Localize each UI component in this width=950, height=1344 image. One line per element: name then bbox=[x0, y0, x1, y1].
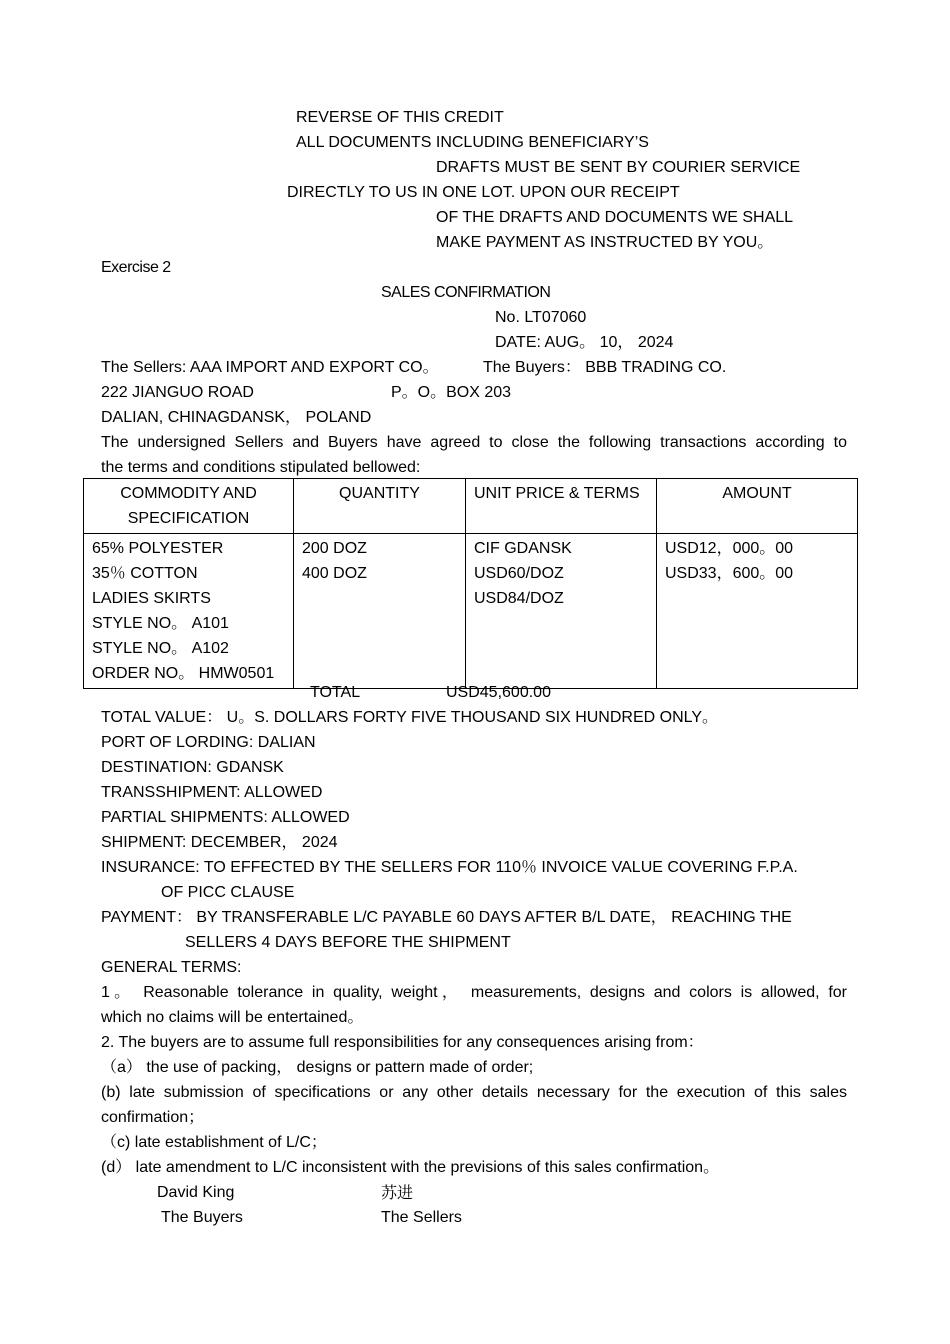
general-term-line: 2. The buyers are to assume full responsibilities for any consequences arising from： bbox=[101, 1034, 704, 1051]
commodity-line: 65% POLYESTER bbox=[92, 540, 224, 557]
header-commodity-line: COMMODITY AND bbox=[120, 485, 257, 502]
unit-price-cell bbox=[466, 534, 657, 689]
buyer-signature-label: The Buyers bbox=[161, 1209, 243, 1226]
unit-price-line: USD84/DOZ bbox=[474, 590, 564, 607]
destination: DESTINATION: GDANSK bbox=[101, 759, 284, 776]
general-term-line: （c) late establishment of L/C； bbox=[101, 1134, 327, 1151]
city-line: DALIAN, CHINAGDANSK， POLAND bbox=[101, 409, 372, 426]
credit-clause-line: ALL DOCUMENTS INCLUDING BENEFICIARY’S bbox=[296, 134, 649, 151]
shipment: SHIPMENT: DECEMBER， 2024 bbox=[101, 834, 338, 851]
commodity-line: STYLE NO。 A102 bbox=[92, 640, 229, 657]
confirmation-number: No. LT07060 bbox=[495, 309, 587, 326]
commodity-line: 35％ COTTON bbox=[92, 565, 198, 582]
general-term-line: 1。 Reasonable tolerance in quality, weight， measurements, designs and colors is allowed, for bbox=[101, 984, 847, 1001]
credit-clause-line: MAKE PAYMENT AS INSTRUCTED BY YOU。 bbox=[436, 234, 774, 251]
header-commodity bbox=[84, 479, 294, 534]
payment-line: PAYMENT： BY TRANSFERABLE L/C PAYABLE 60 DAYS AFTER B/L DATE， REACHING THE bbox=[101, 909, 792, 926]
buyers-address: P。O。BOX 203 bbox=[391, 384, 512, 401]
commodity-line: ORDER NO。 HMW0501 bbox=[92, 665, 275, 682]
payment-line: SELLERS 4 DAYS BEFORE THE SHIPMENT bbox=[185, 934, 511, 951]
sellers-name: The Sellers: AAA IMPORT AND EXPORT CO。 bbox=[101, 359, 439, 376]
quantity-cell bbox=[294, 534, 466, 689]
confirmation-date: DATE: AUG。 10， 2024 bbox=[495, 334, 674, 351]
port-of-loading: PORT OF LORDING: DALIAN bbox=[101, 734, 316, 751]
amount-line: USD33，600。00 bbox=[665, 565, 794, 582]
partial-shipments: PARTIAL SHIPMENTS: ALLOWED bbox=[101, 809, 350, 826]
sellers-address: 222 JIANGUO ROAD bbox=[101, 384, 254, 401]
general-terms-heading: GENERAL TERMS: bbox=[101, 959, 242, 976]
intro-line: the terms and conditions stipulated bellowed: bbox=[101, 459, 421, 476]
quantity-line: 200 DOZ bbox=[302, 540, 367, 557]
quantity-line: 400 DOZ bbox=[302, 565, 367, 582]
table-row bbox=[84, 534, 858, 689]
total-label: TOTAL bbox=[310, 684, 361, 701]
table-header-row bbox=[84, 479, 858, 534]
document-title: SALES CONFIRMATION bbox=[381, 284, 551, 301]
header-commodity-line: SPECIFICATION bbox=[127, 510, 250, 527]
intro-line: The undersigned Sellers and Buyers have agreed to close the following transactions according to bbox=[101, 434, 847, 451]
transshipment: TRANSSHIPMENT: ALLOWED bbox=[101, 784, 323, 801]
seller-signature-label: The Sellers bbox=[381, 1209, 462, 1226]
general-term-line: (b) late submission of specifications or any other details necessary for the execution of this sales bbox=[101, 1084, 847, 1101]
general-term-line: confirmation； bbox=[101, 1109, 205, 1126]
commodity-line: LADIES SKIRTS bbox=[92, 590, 211, 607]
insurance-line: INSURANCE: TO EFFECTED BY THE SELLERS FOR 110％ INVOICE VALUE COVERING F.P.A. bbox=[101, 859, 798, 876]
commodity-cell bbox=[84, 534, 294, 689]
header-unit-price: UNIT PRICE & TERMS bbox=[466, 479, 657, 534]
general-term-line: （a） the use of packing， designs or pattern made of order; bbox=[101, 1059, 534, 1076]
seller-signature-name: 苏进 bbox=[381, 1183, 414, 1202]
commodity-line: STYLE NO。 A101 bbox=[92, 615, 229, 632]
buyers-name: The Buyers： BBB TRADING CO. bbox=[483, 359, 727, 376]
general-term-line: which no claims will be entertained。 bbox=[101, 1009, 364, 1026]
header-amount: AMOUNT bbox=[657, 479, 858, 534]
credit-clause-line: OF THE DRAFTS AND DOCUMENTS WE SHALL bbox=[436, 209, 794, 226]
insurance-line: OF PICC CLAUSE bbox=[161, 884, 295, 901]
amount-cell bbox=[657, 534, 858, 689]
credit-clause-line: DIRECTLY TO US IN ONE LOT. UPON OUR RECEIPT bbox=[287, 184, 680, 201]
buyer-signature-name: David King bbox=[157, 1184, 235, 1201]
total-value-words: TOTAL VALUE： U。S. DOLLARS FORTY FIVE THOUSAND SIX HUNDRED ONLY。 bbox=[101, 709, 719, 726]
amount-line: USD12，000。00 bbox=[665, 540, 794, 557]
general-term-line: (d） late amendment to L/C inconsistent with the previsions of this sales confirmation。 bbox=[101, 1159, 720, 1176]
total-value: USD45,600.00 bbox=[446, 684, 551, 701]
credit-clause-line: DRAFTS MUST BE SENT BY COURIER SERVICE bbox=[436, 159, 801, 176]
exercise-label: Exercise 2 bbox=[101, 259, 171, 276]
unit-price-line: CIF GDANSK bbox=[474, 540, 572, 557]
header-quantity: QUANTITY bbox=[294, 479, 466, 534]
goods-table bbox=[83, 478, 858, 689]
unit-price-line: USD60/DOZ bbox=[474, 565, 564, 582]
credit-clause-line: REVERSE OF THIS CREDIT bbox=[296, 109, 504, 126]
